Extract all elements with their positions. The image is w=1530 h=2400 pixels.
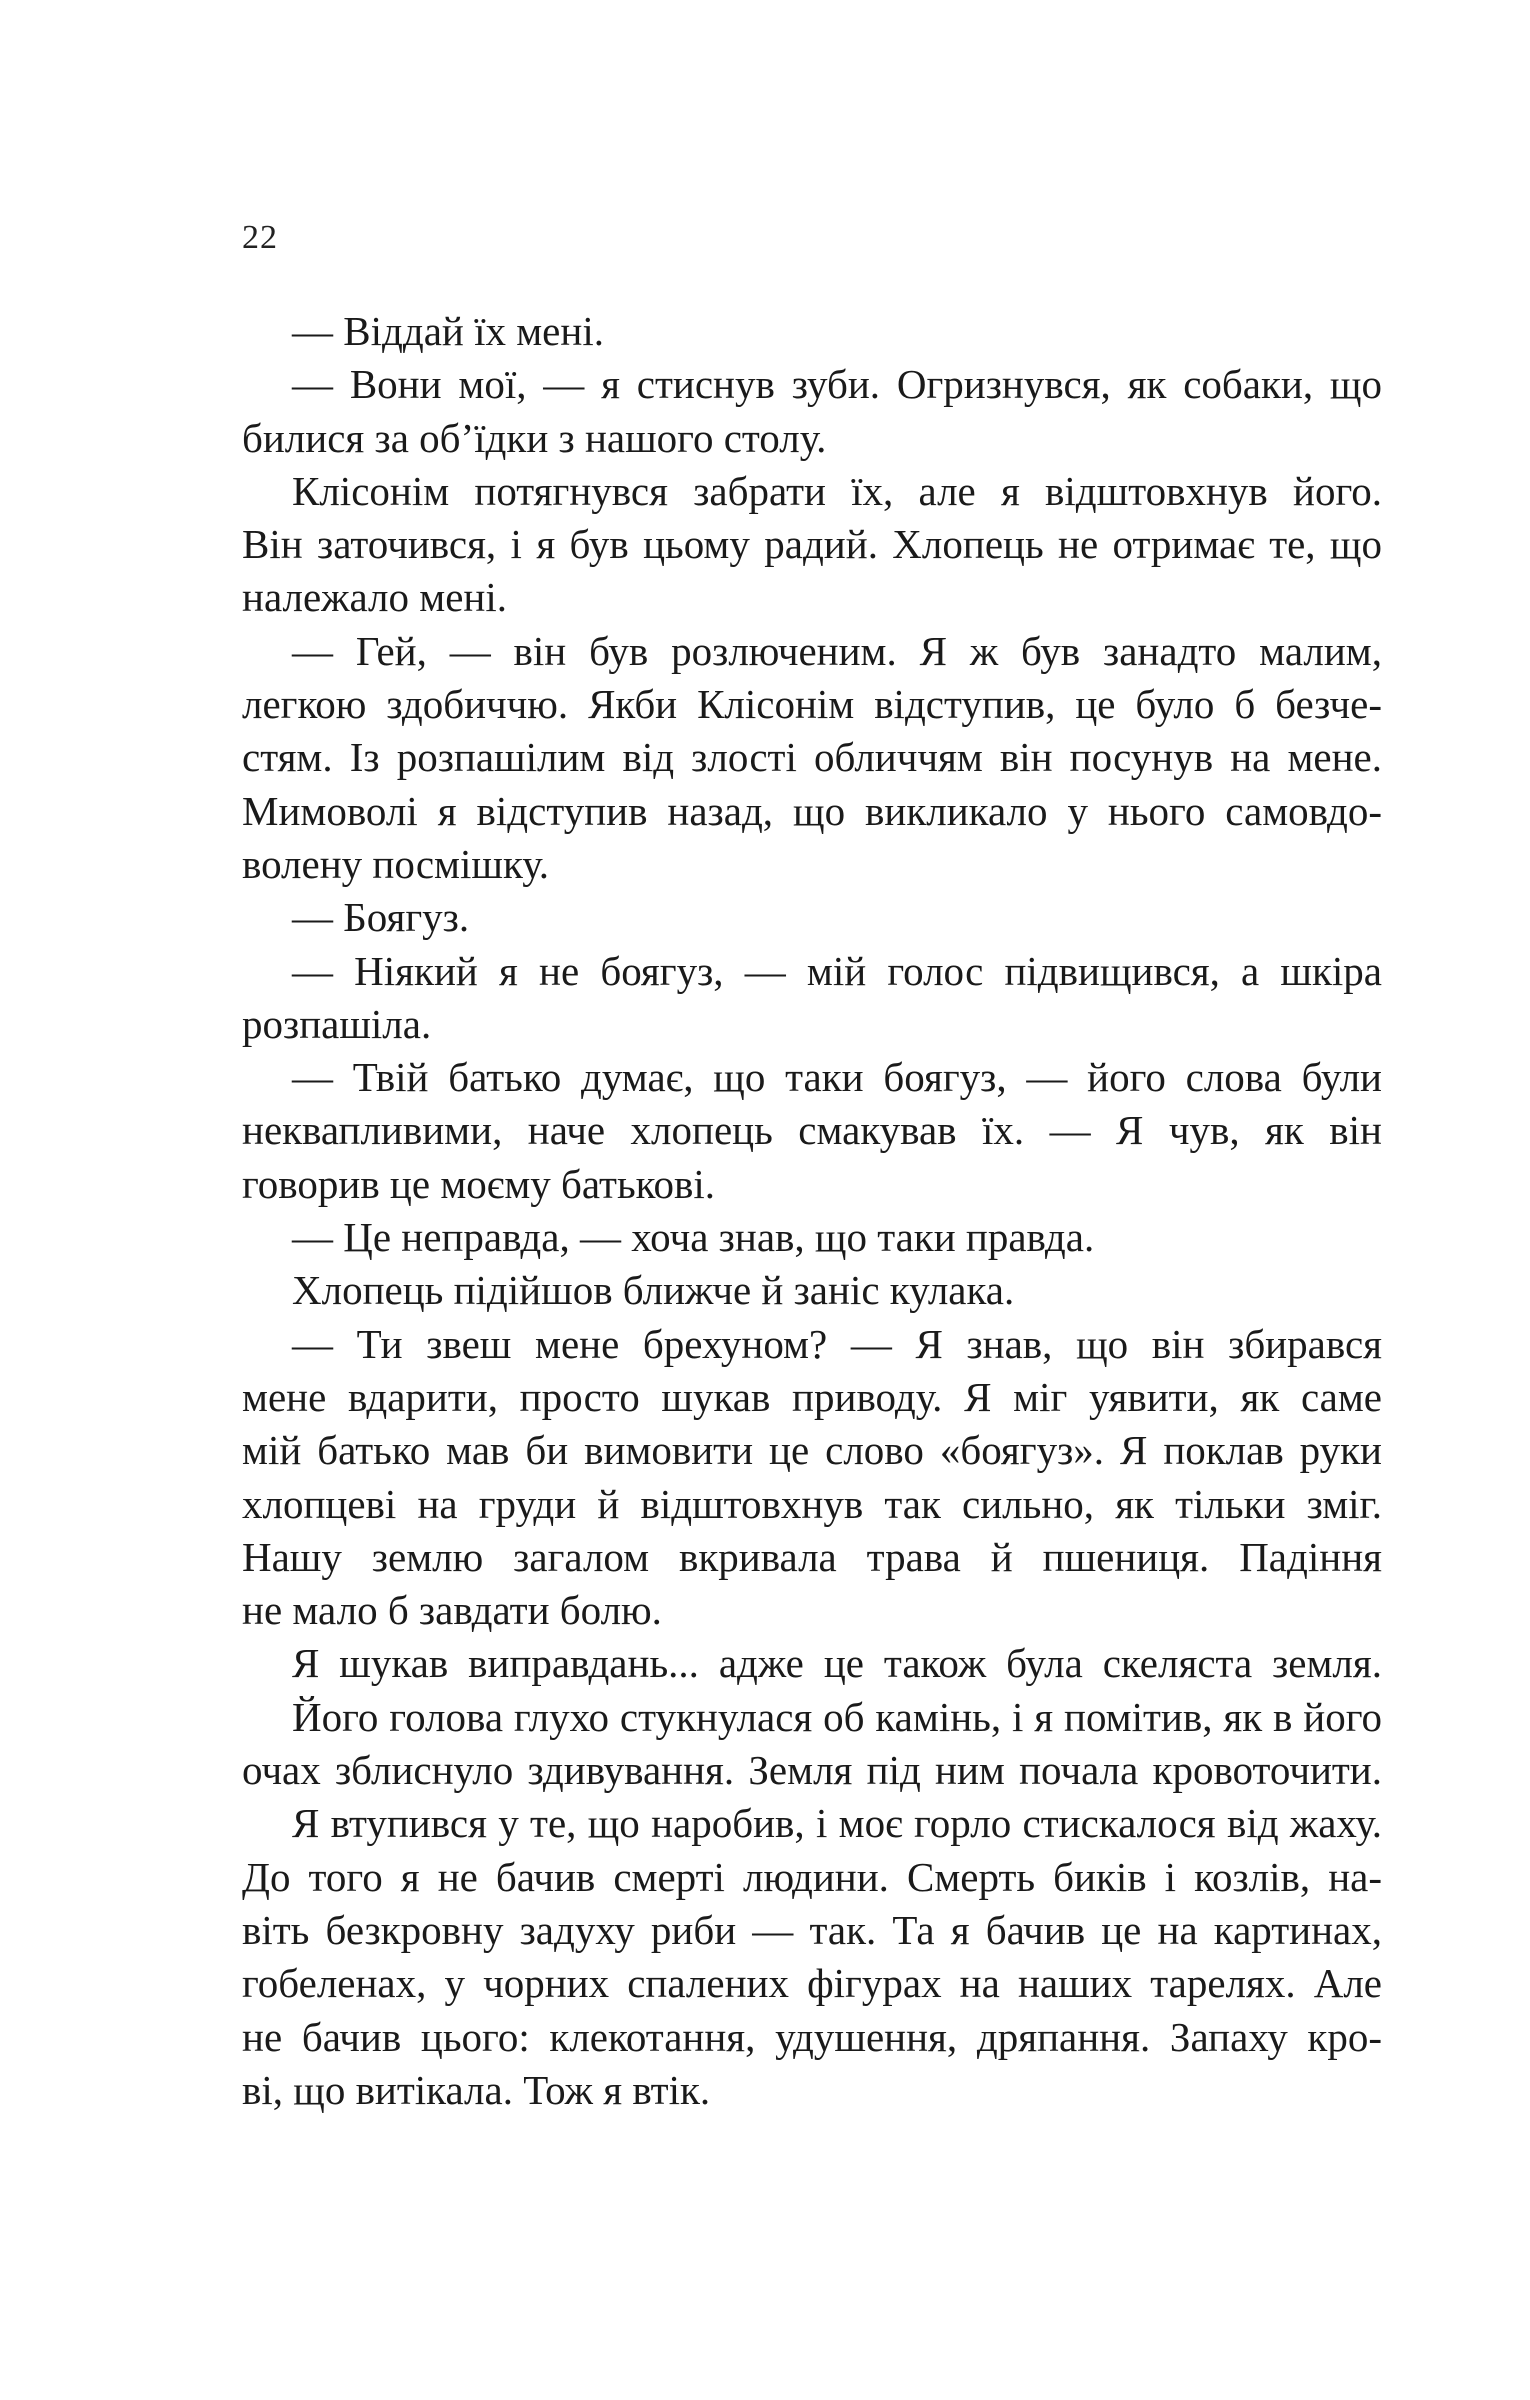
text-line: — Віддай їх мені. [292, 308, 604, 354]
text-line: не бачив цього: клекотання, удушення, дряпання. Запаху кро- [242, 2013, 1382, 2060]
text-line: — Гей, — він був розлюченим. Я ж був занадто малим, [292, 627, 1382, 674]
text-line: — Вони мої, — я стиснув зуби. Огризнувся, як собаки, що [292, 361, 1382, 408]
text-line: — Це неправда, — хоча знав, що таки правда. [292, 1214, 1095, 1261]
text-line: хлопцеві на груди й відштовхнув так сильно, як тільки зміг. [242, 1480, 1382, 1527]
text-line: волену посмішку. [242, 840, 549, 887]
text-line: Його голова глухо стукнулася об камінь, і я помітив, як в його [292, 1693, 1382, 1740]
text-line: — Твій батько думає, що таки боягуз, — його слова були [292, 1054, 1382, 1101]
text-line: неквапливими, наче хлопець смакував їх. — Я чув, як він [242, 1107, 1382, 1154]
text-line: билися за об’їдки з нашого столу. [242, 414, 827, 461]
text-line: не мало б завдати болю. [242, 1587, 662, 1634]
text-line: Я втупився у те, що наробив, і моє горло стискалося від жаху. [292, 1800, 1382, 1847]
text-line: Він заточився, і я був цьому радий. Хлопець не отримає те, що [242, 521, 1382, 568]
text-line: Клісонім потягнувся забрати їх, але я відштовхнув його. [292, 467, 1382, 514]
text-line: стям. Із розпашілим від злості обличчям він посунув на мене. [242, 734, 1382, 781]
text-line: належало мені. [242, 574, 507, 621]
text-line: очах зблиснуло здивування. Земля під ним почала кровоточити. [242, 1747, 1382, 1794]
text-line: мій батько мав би вимовити це слово «боягуз». Я поклав руки [242, 1427, 1382, 1474]
page-number: 22 [242, 219, 278, 256]
text-line: — Ніякий я не боягуз, — мій голос підвищився, а шкіра [292, 947, 1382, 994]
text-line: Я шукав виправдань... адже це також була скеляста земля. [292, 1640, 1382, 1687]
text-line: віть безкровну задуху риби — так. Та я бачив це на картинах, [242, 1906, 1382, 1953]
text-line: Нашу землю загалом вкривала трава й пшениця. Падіння [242, 1533, 1382, 1580]
text-line: Мимоволі я відступив назад, що викликало у нього самовдо- [242, 787, 1382, 834]
text-line: гобеленах, у чорних спалених фігурах на наших тарелях. Але [242, 1960, 1382, 2007]
text-line: — Ти звеш мене брехуном? — Я знав, що він збирався [292, 1320, 1382, 1367]
body-text [242, 305, 1382, 2117]
text-line: — Боягуз. [292, 894, 470, 941]
text-line: мене вдарити, просто шукав приводу. Я міг уявити, як саме [242, 1373, 1382, 1420]
text-line: Хлопець підійшов ближче й заніс кулака. [292, 1267, 1015, 1314]
text-line: ві, що витікала. Тож я втік. [242, 2066, 711, 2113]
text-line: легкою здобиччю. Якби Клісонім відступив, це було б безче- [242, 681, 1382, 728]
text-line: розпашіла. [242, 1000, 432, 1047]
text-line: говорив це моєму батькові. [242, 1160, 716, 1207]
text-line: До того я не бачив смерті людини. Смерть биків і козлів, на- [242, 1853, 1382, 1900]
